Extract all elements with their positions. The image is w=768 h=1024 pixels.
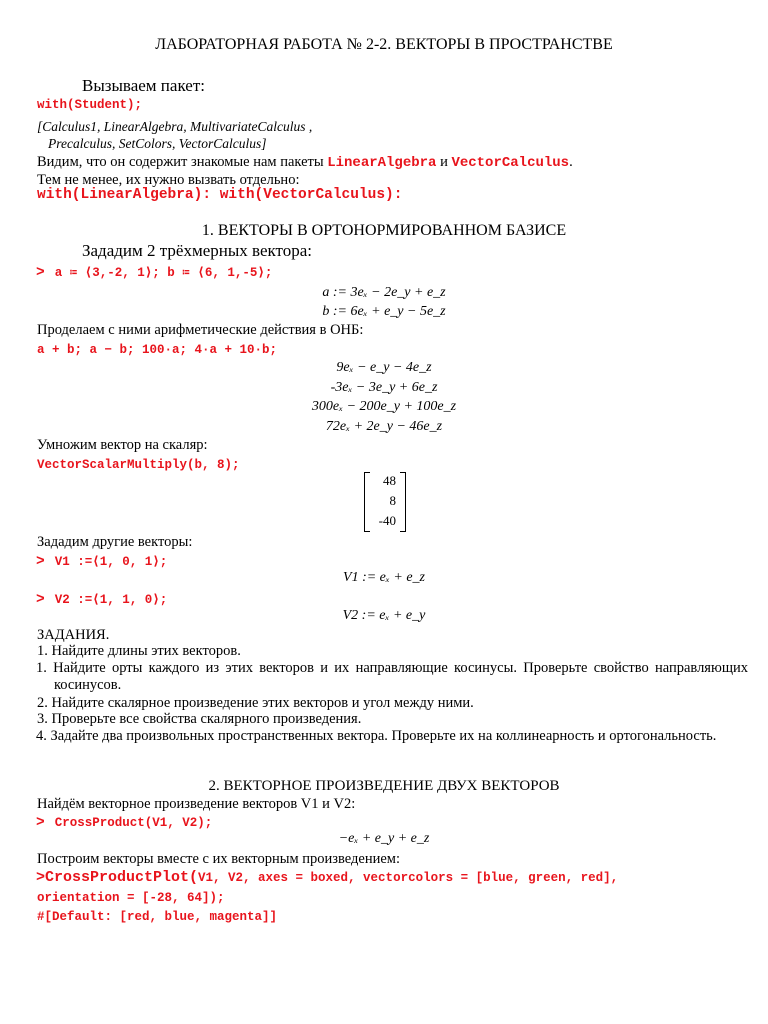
command-cross[interactable]: CrossProduct(V1, V2); — [54, 816, 213, 830]
command-v1[interactable]: V1 :=⟨1, 0, 1⟩; — [54, 555, 168, 569]
packages-note-text: Видим, что он содержит знакомые нам пакеты — [37, 154, 324, 170]
task-item: 4. Задайте два произвольных пространственных вектора. Проверьте их на коллинеарность и ортогональность. — [36, 728, 717, 744]
command-plot-line2[interactable]: orientation = [-28, 64]); — [37, 891, 225, 905]
output-sum: 9eₓ − e_y − 4e_z — [336, 360, 432, 375]
find-cross-text: Найдём векторное произведение векторов V1 и V2: — [37, 796, 356, 812]
command-plot-comment[interactable]: #[Default: [red, blue, magenta]] — [37, 910, 278, 924]
tasks-heading: ЗАДАНИЯ. — [37, 627, 110, 643]
pkg-vectorcalculus: VectorCalculus — [451, 155, 570, 171]
command-ab[interactable]: a ≔ ⟨3,-2, 1⟩; b ≔ ⟨6, 1,-5⟩; — [54, 266, 273, 280]
output-comb: 72eₓ + 2e_y − 46e_z — [325, 419, 443, 434]
prompt-icon: > — [36, 554, 45, 570]
task-item: 3. Проверьте все свойства скалярного произведения. — [37, 711, 362, 727]
other-vectors-text: Зададим другие векторы: — [37, 534, 193, 550]
prompt-icon: > — [36, 265, 45, 281]
packages-output-line2: Precalculus, SetColors, VectorCalculus] — [48, 136, 267, 151]
and-word: и — [440, 154, 448, 170]
input-cross[interactable] — [36, 813, 212, 831]
arith-text: Проделаем с ними арифметические действия в ОНБ: — [37, 322, 364, 338]
matrix-cell: 8 — [389, 493, 396, 508]
set-vectors-text: Зададим 2 трёхмерных вектора: — [82, 241, 312, 260]
result-matrix — [364, 472, 406, 532]
output-100a: 300eₓ − 200e_y + 100e_z — [311, 399, 457, 414]
prompt-icon: > — [36, 592, 45, 608]
output-diff: -3eₓ − 3e_y + 6e_z — [330, 380, 438, 395]
input-v2[interactable] — [36, 590, 167, 608]
page-title: ЛАБОРАТОРНАЯ РАБОТА № 2-2. ВЕКТОРЫ В ПРОСТРАНСТВЕ — [155, 36, 613, 53]
command-v2[interactable]: V2 :=⟨1, 1, 0⟩; — [54, 593, 168, 607]
command-scalar[interactable]: VectorScalarMultiply(b, 8); — [37, 458, 240, 472]
command-arith[interactable]: a + b; a − b; 100·a; 4·a + 10·b; — [37, 343, 278, 357]
pkg-linearalgebra: LinearAlgebra — [327, 155, 437, 171]
task-item: 1. Найдите длины этих векторов. — [37, 643, 241, 659]
command-plot-head[interactable]: >CrossProductPlot( — [36, 869, 199, 886]
section2-heading: 2. ВЕКТОРНОЕ ПРОИЗВЕДЕНИЕ ДВУХ ВЕКТОРОВ — [208, 778, 560, 794]
section1-heading: 1. ВЕКТОРЫ В ОРТОНОРМИРОВАННОМ БАЗИСЕ — [201, 222, 567, 239]
input-plot[interactable] — [36, 868, 618, 886]
matrix-cell: -40 — [378, 513, 396, 528]
output-b: b := 6eₓ + e_y − 5e_z — [322, 304, 446, 319]
command-plot-args[interactable]: V1, V2, axes = boxed, vectorcolors = [blue, green, red], — [198, 871, 619, 885]
task-item: 2. Найдите скалярное произведение этих векторов и угол между ними. — [37, 695, 474, 711]
plot-text: Построим векторы вместе с их векторным произведением: — [37, 851, 400, 867]
input-ab[interactable] — [36, 263, 272, 281]
load-package-text: Вызываем пакет: — [82, 76, 205, 95]
load-separately-text: Тем не менее, их нужно вызвать отдельно: — [37, 172, 300, 188]
input-v1[interactable] — [36, 552, 167, 570]
output-v2: V2 := eₓ + e_y — [342, 608, 426, 623]
packages-note — [37, 154, 573, 171]
dot: . — [569, 154, 573, 170]
output-v1: V1 := eₓ + e_z — [343, 570, 425, 585]
output-a: a := 3eₓ − 2e_y + e_z — [322, 285, 446, 300]
scalar-text: Умножим вектор на скаляр: — [37, 437, 208, 453]
task-item: 1. Найдите орты каждого из этих векторов и их направляющие косинусы. Проверьте свойство направляющих косинусов. — [36, 660, 748, 693]
output-cross: −eₓ + e_y + e_z — [338, 831, 430, 846]
matrix-cell: 48 — [383, 473, 396, 488]
prompt-icon: > — [36, 815, 45, 831]
command-with-both[interactable]: with(LinearAlgebra): with(VectorCalculus): — [37, 187, 403, 203]
command-with-student[interactable]: with(Student); — [37, 98, 143, 112]
packages-output-line1: [Calculus1, LinearAlgebra, MultivariateCalculus , — [37, 119, 313, 134]
